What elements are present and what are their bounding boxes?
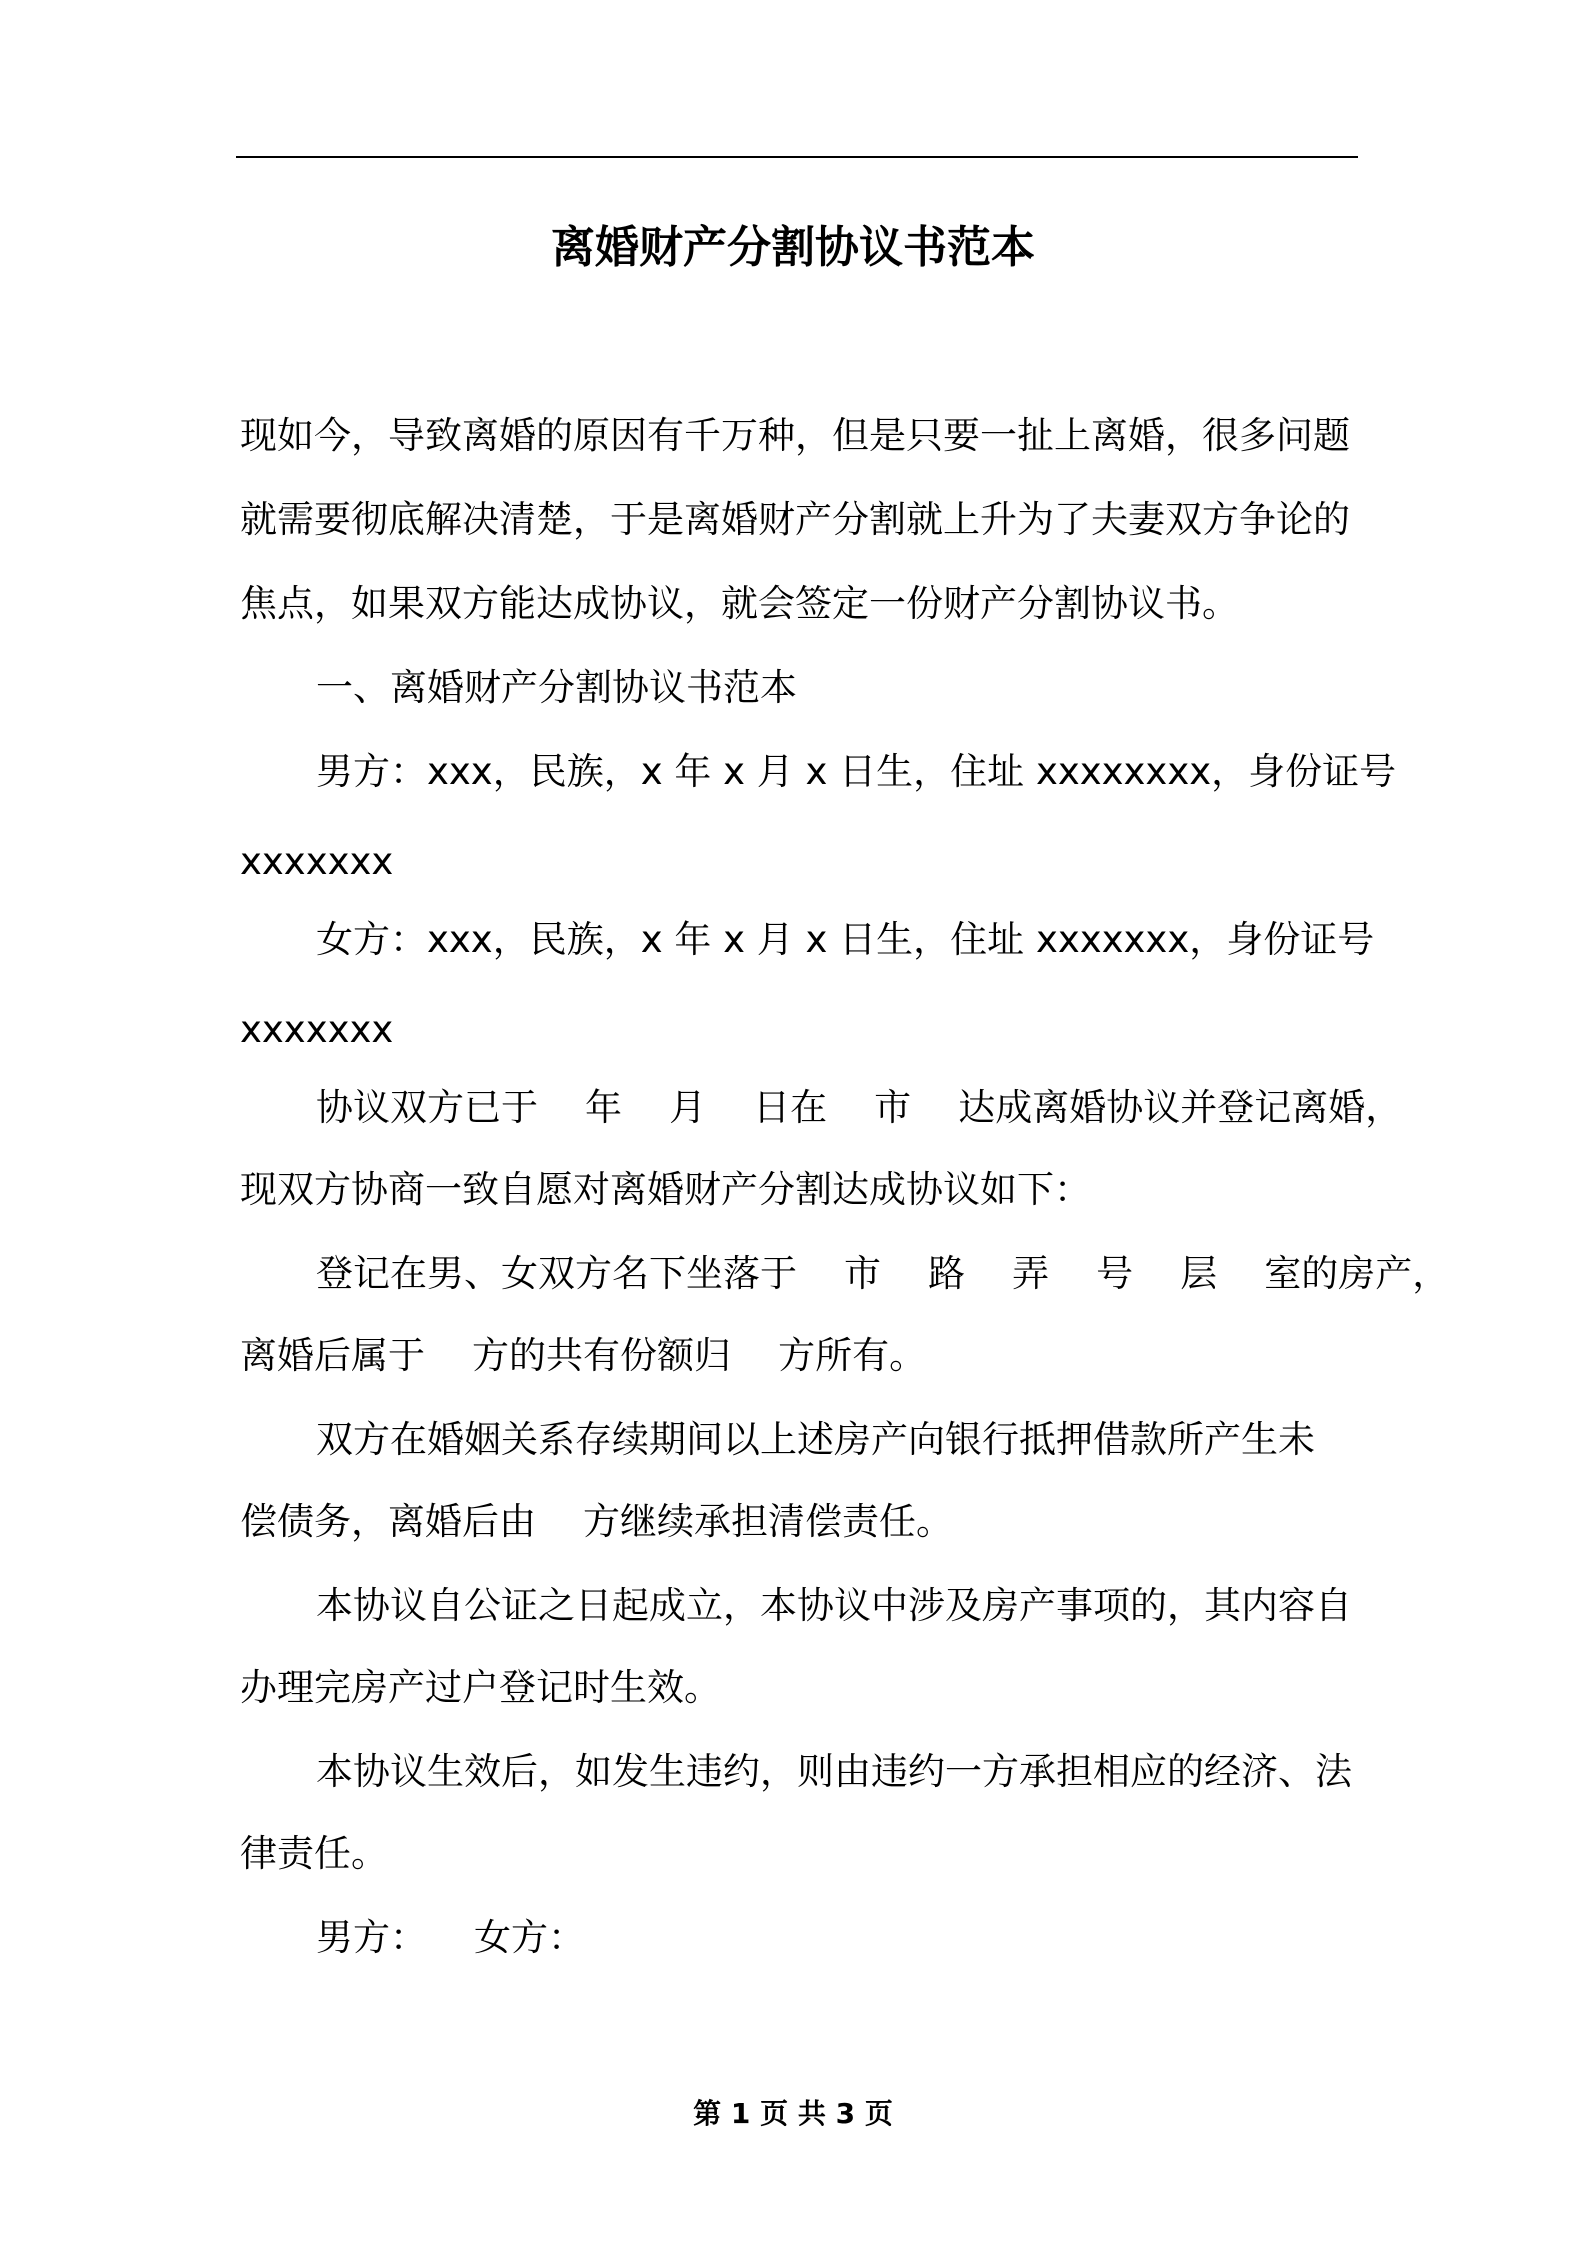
body-line: 本协议生效后，如发生违约，则由违约一方承担相应的经济、法 — [316, 1750, 1352, 1793]
body-line: 女方：xxx，民族，x 年 x 月 x 日生，住址 xxxxxxx，身份证号 — [316, 918, 1375, 961]
body-line: xxxxxxx — [240, 1008, 394, 1051]
document-title: 离婚财产分割协议书范本 — [551, 222, 1035, 273]
signature-line: 男方： 女方： — [316, 1916, 586, 1959]
page-footer: 第 1 页 共 3 页 — [693, 2097, 893, 2130]
body-line: 本协议自公证之日起成立，本协议中涉及房产事项的，其内容自 — [316, 1584, 1352, 1627]
body-line: xxxxxxx — [240, 840, 394, 883]
body-line: 现双方协商一致自愿对离婚财产分割达成协议如下： — [240, 1168, 1091, 1211]
body-line: 现如今，导致离婚的原因有千万种，但是只要一扯上离婚，很多问题 — [240, 414, 1350, 457]
header-rule — [236, 156, 1358, 158]
body-line: 登记在男、女双方名下坐落于 市 路 弄 号 层 室的房产， — [316, 1252, 1450, 1295]
body-line: 焦点，如果双方能达成协议，就会签定一份财产分割协议书。 — [240, 582, 1239, 625]
body-line: 男方：xxx，民族，x 年 x 月 x 日生，住址 xxxxxxxx，身份证号 — [316, 750, 1397, 793]
body-line: 偿债务，离婚后由 方继续承担清偿责任。 — [240, 1500, 954, 1543]
body-line: 离婚后属于 方的共有份额归 方所有。 — [240, 1334, 927, 1377]
body-line: 办理完房产过户登记时生效。 — [240, 1666, 721, 1709]
body-line: 协议双方已于 年 月 日在 市 达成离婚协议并登记离婚， — [316, 1086, 1403, 1129]
body-line: 就需要彻底解决清楚，于是离婚财产分割就上升为了夫妻双方争论的 — [240, 498, 1350, 541]
body-line: 律责任。 — [240, 1832, 388, 1875]
body-line: 双方在婚姻关系存续期间以上述房产向银行抵押借款所产生未 — [316, 1418, 1315, 1461]
section-heading: 一、离婚财产分割协议书范本 — [316, 666, 797, 709]
